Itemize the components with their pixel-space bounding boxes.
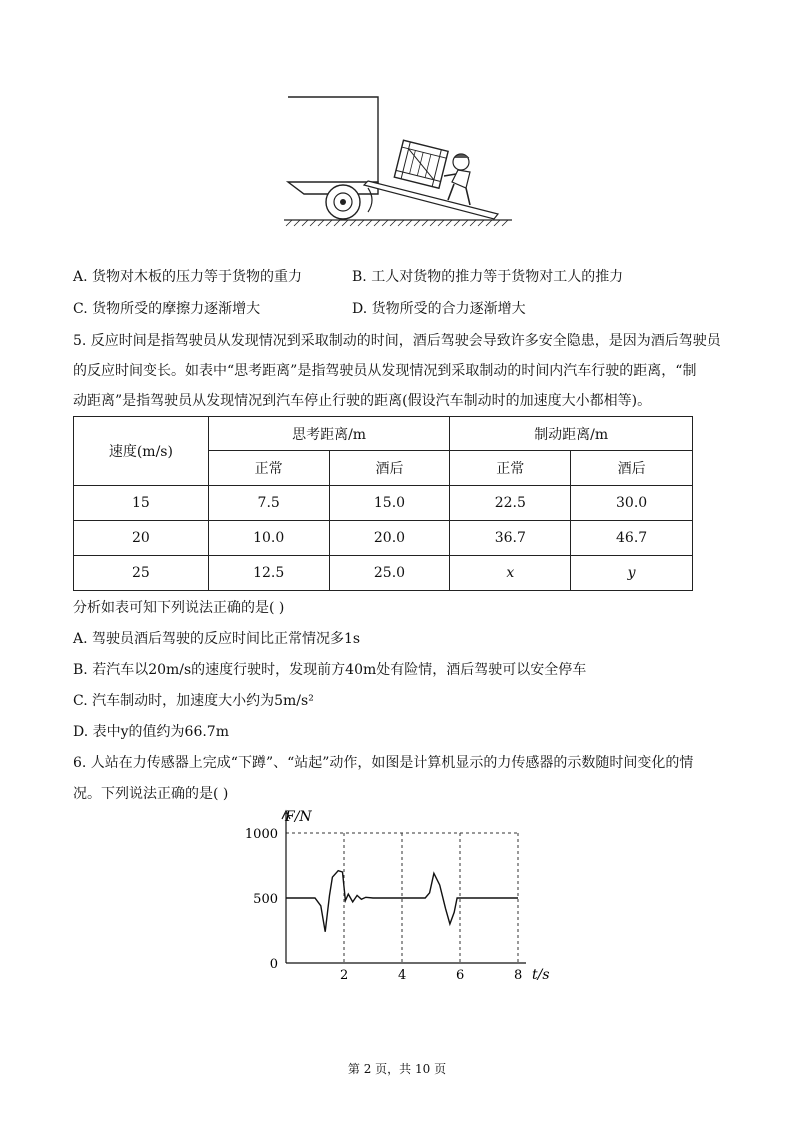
- cell-speed: 15: [74, 486, 209, 521]
- q5-option-d: D. 表中y的值约为66.7m: [73, 724, 229, 740]
- x-tick-label: 8: [514, 968, 523, 983]
- q5-option-a: A. 驾驶员酒后驾驶的反应时间比正常情况多1s: [73, 631, 361, 647]
- truck-ramp-illustration: [280, 90, 520, 230]
- x-tick-label: 6: [456, 968, 465, 983]
- cell-brake-normal: 22.5: [450, 486, 571, 521]
- cell-think-normal: 12.5: [208, 556, 329, 591]
- q5-option-c: C. 汽车制动时，加速度大小约为5m/s²: [73, 693, 314, 709]
- cell-think-drunk: 15.0: [329, 486, 450, 521]
- table-row: [74, 556, 693, 591]
- cell-think-normal: 7.5: [208, 486, 329, 521]
- y-tick-label: 0: [269, 957, 278, 972]
- force-time-graph: [230, 805, 560, 985]
- cell-think-drunk: 20.0: [329, 521, 450, 556]
- cell-think-normal: 10.0: [208, 521, 329, 556]
- subheader-think-normal: 正常: [208, 451, 329, 486]
- cell-brake-drunk: 46.7: [571, 521, 693, 556]
- page-footer: 第 2 页，共 10 页: [347, 1062, 447, 1076]
- q6-stem-line-2: 况。下列说法正确的是( ): [73, 786, 229, 802]
- y-tick-label: 1000: [244, 827, 278, 842]
- subheader-brake-normal: 正常: [450, 451, 571, 486]
- q5-stem-line-1: 5. 反应时间是指驾驶员从发现情况到采取制动的时间，酒后驾驶会导致许多安全隐患，是因为酒后驾驶员: [73, 333, 721, 349]
- q4-option-c: C. 货物所受的摩擦力逐渐增大: [73, 301, 261, 317]
- cell-speed: 25: [74, 556, 209, 591]
- q4-option-a: A. 货物对木板的压力等于货物的重力: [73, 269, 303, 285]
- cell-brake-normal: x: [450, 556, 571, 591]
- x-axis-label: t/s: [532, 967, 550, 983]
- cell-brake-normal: 36.7: [450, 521, 571, 556]
- table-row: [74, 486, 693, 521]
- y-axis-label: F/N: [285, 809, 312, 825]
- x-tick-label: 4: [398, 968, 407, 983]
- q4-option-b: B. 工人对货物的推力等于货物对工人的推力: [352, 269, 624, 285]
- cell-brake-drunk: y: [571, 556, 693, 591]
- subheader-brake-drunk: 酒后: [571, 451, 693, 486]
- q6-stem-line-1: 6. 人站在力传感器上完成“下蹲”、“站起”动作，如图是计算机显示的力传感器的示数随时间变化的情: [73, 755, 694, 771]
- q4-option-d: D. 货物所受的合力逐渐增大: [352, 301, 526, 317]
- q5-stem-line-2: 的反应时间变长。如表中“思考距离”是指驾驶员从发现情况到采取制动的时间内汽车行驶的距离，“制: [73, 363, 697, 379]
- y-tick-label: 500: [253, 892, 278, 907]
- cell-think-drunk: 25.0: [329, 556, 450, 591]
- x-tick-label: 2: [340, 968, 349, 983]
- q5-question: 分析如表可知下列说法正确的是( ): [73, 600, 285, 616]
- cell-speed: 20: [74, 521, 209, 556]
- table-row: [74, 521, 693, 556]
- header-speed: 速度(m/s): [74, 417, 209, 486]
- q5-option-b: B. 若汽车以20m/s的速度行驶时，发现前方40m处有险情，酒后驾驶可以安全停车: [73, 662, 587, 678]
- cell-brake-drunk: 30.0: [571, 486, 693, 521]
- q5-stem-line-3: 动距离”是指驾驶员从发现情况到汽车停止行驶的距离(假设汽车制动时的加速度大小都相等)。: [73, 393, 652, 409]
- header-think-distance: 思考距离/m: [208, 417, 450, 451]
- header-brake-distance: 制动距离/m: [450, 417, 693, 451]
- q5-distance-table: [73, 416, 693, 591]
- subheader-think-drunk: 酒后: [329, 451, 450, 486]
